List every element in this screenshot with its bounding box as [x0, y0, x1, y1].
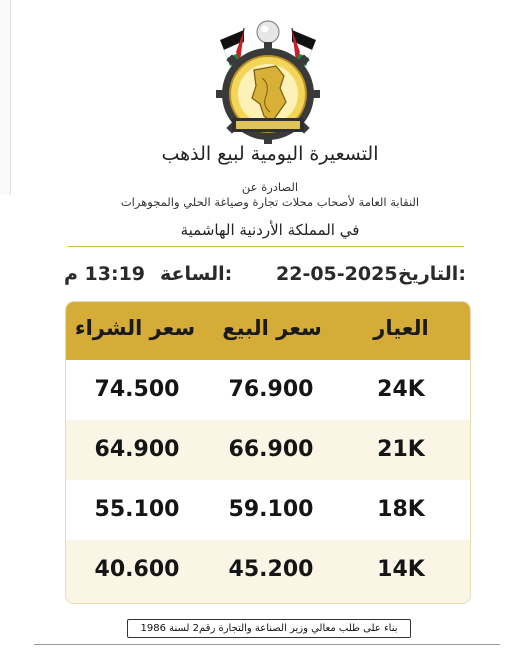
header-sell-price: سعر البيع [222, 316, 322, 340]
date-label: التاريخ: [398, 263, 466, 285]
sell-price-cell: 76.900 [228, 377, 314, 402]
karat-cell: 18K [377, 497, 425, 522]
left-edge-divider [0, 0, 11, 195]
table-row [66, 480, 470, 540]
sell-price-cell: 59.100 [228, 497, 314, 522]
karat-cell: 14K [377, 557, 425, 582]
time-value: 13:19 م [64, 263, 146, 285]
time-label: الساعة: [160, 263, 233, 285]
buy-price-cell: 55.100 [94, 497, 180, 522]
sell-price-cell: 45.200 [228, 557, 314, 582]
issued-by-text: الصادرة عن [241, 180, 299, 194]
sell-price-cell: 66.900 [228, 437, 314, 462]
page-title: التسعيرة اليومية لبيع الذهب [161, 143, 379, 165]
buy-price-cell: 40.600 [94, 557, 180, 582]
gold-price-table [66, 302, 470, 603]
date-value: 22-05-2025 [276, 263, 398, 285]
country-name: في المملكة الأردنية الهاشمية [180, 221, 360, 239]
header-buy-price: سعر الشراء [74, 316, 196, 340]
syndicate-name: النقابة العامة لأصحاب محلات تجارة وصياغة الحلي والمجوهرات [120, 195, 420, 209]
syndicate-logo [214, 18, 322, 144]
table-row [66, 540, 470, 603]
bottom-divider [34, 644, 500, 645]
legal-footnote: بناء على طلب معالي وزير الصناعة والتجارة رقم2 لسنة 1986 [127, 619, 411, 638]
header-karat: العيار [373, 316, 429, 340]
table-row [66, 360, 470, 420]
karat-cell: 21K [377, 437, 425, 462]
table-header [66, 302, 470, 360]
header-divider [68, 246, 464, 247]
buy-price-cell: 64.900 [94, 437, 180, 462]
karat-cell: 24K [377, 377, 425, 402]
table-row [66, 420, 470, 480]
buy-price-cell: 74.500 [94, 377, 180, 402]
